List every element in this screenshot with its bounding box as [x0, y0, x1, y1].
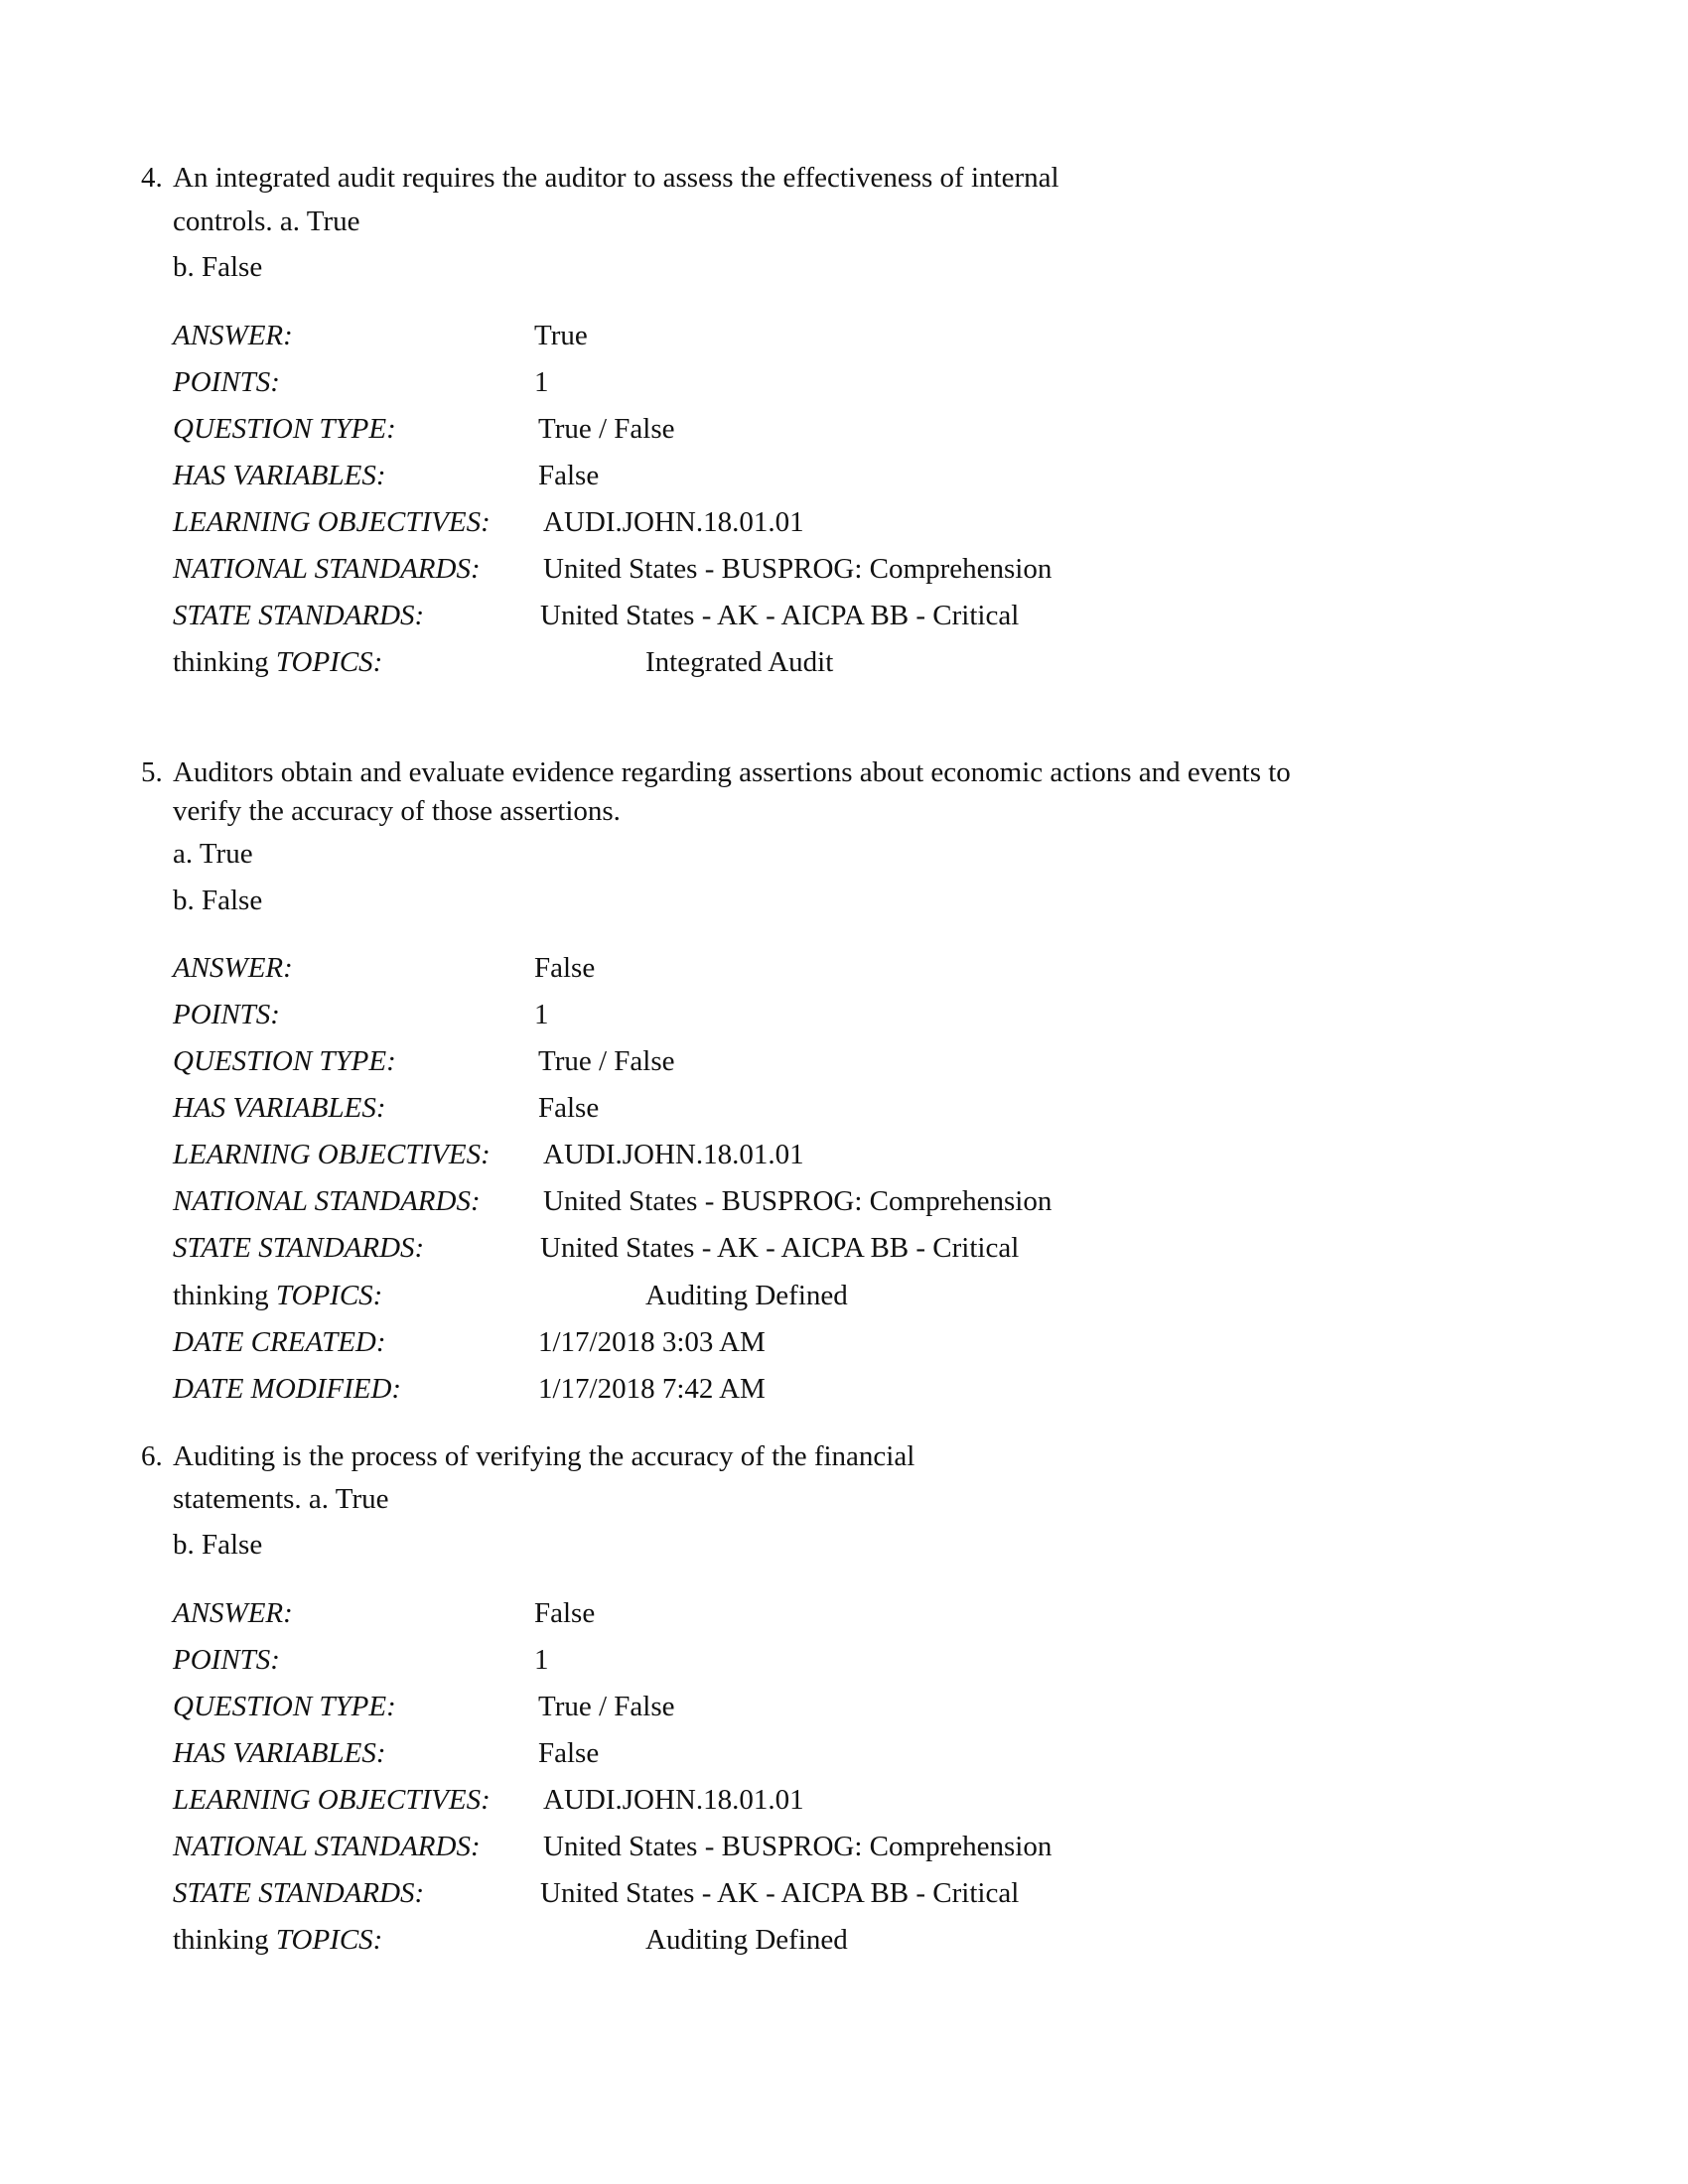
topics-label-text: TOPICS:	[275, 646, 383, 678]
has-variables-label: HAS VARIABLES:	[173, 460, 386, 491]
question-type-label: QUESTION TYPE:	[173, 413, 396, 445]
answer-value: False	[534, 952, 596, 984]
state-standards-value: United States - AK - AICPA BB - Critical	[540, 1877, 1020, 1909]
learning-objectives-value: AUDI.JOHN.18.01.01	[543, 1784, 804, 1816]
question-stem-line-2: statements. a. True	[173, 1483, 389, 1515]
has-variables-value: False	[538, 1737, 600, 1769]
answer-value: False	[534, 1597, 596, 1629]
question-number: 5.	[141, 756, 163, 788]
topics-value: Auditing Defined	[645, 1280, 848, 1311]
learning-objectives-value: AUDI.JOHN.18.01.01	[543, 1139, 804, 1170]
question-stem-line-1: Auditing is the process of verifying the accuracy of the financial	[173, 1440, 915, 1472]
topics-prefix: thinking	[173, 1924, 269, 1956]
question-type-value: True / False	[538, 413, 675, 445]
answer-label: ANSWER:	[173, 320, 293, 351]
question-type-label: QUESTION TYPE:	[173, 1045, 396, 1077]
has-variables-value: False	[538, 460, 600, 491]
answer-label: ANSWER:	[173, 1597, 293, 1629]
topics-label	[173, 1923, 382, 1957]
state-standards-value: United States - AK - AICPA BB - Critical	[540, 1232, 1020, 1264]
question-stem-line-2: verify the accuracy of those assertions.	[173, 795, 621, 827]
points-value: 1	[534, 1644, 549, 1676]
national-standards-value: United States - BUSPROG: Comprehension	[543, 553, 1053, 585]
has-variables-label: HAS VARIABLES:	[173, 1092, 386, 1124]
answer-value: True	[534, 320, 588, 351]
date-created-label: DATE CREATED:	[173, 1326, 386, 1358]
state-standards-label: STATE STANDARDS:	[173, 1232, 425, 1264]
topics-label-text: TOPICS:	[275, 1924, 383, 1956]
national-standards-value: United States - BUSPROG: Comprehension	[543, 1185, 1053, 1217]
points-label: POINTS:	[173, 1644, 280, 1676]
question-number: 6.	[141, 1440, 163, 1472]
learning-objectives-label: LEARNING OBJECTIVES:	[173, 1139, 491, 1170]
answer-label: ANSWER:	[173, 952, 293, 984]
topics-prefix: thinking	[173, 1280, 269, 1311]
topics-value: Auditing Defined	[645, 1924, 848, 1956]
date-modified-value: 1/17/2018 7:42 AM	[538, 1373, 766, 1405]
points-label: POINTS:	[173, 999, 280, 1030]
has-variables-value: False	[538, 1092, 600, 1124]
topics-label	[173, 645, 382, 679]
national-standards-label: NATIONAL STANDARDS:	[173, 1831, 481, 1862]
question-type-value: True / False	[538, 1045, 675, 1077]
learning-objectives-value: AUDI.JOHN.18.01.01	[543, 506, 804, 538]
question-number: 4.	[141, 162, 163, 194]
option-b: b. False	[173, 885, 263, 916]
national-standards-label: NATIONAL STANDARDS:	[173, 1185, 481, 1217]
learning-objectives-label: LEARNING OBJECTIVES:	[173, 1784, 491, 1816]
question-stem-line-1: An integrated audit requires the auditor to assess the effectiveness of internal	[173, 162, 1059, 194]
points-value: 1	[534, 999, 549, 1030]
topics-value: Integrated Audit	[645, 646, 834, 678]
topics-label	[173, 1279, 382, 1312]
question-stem-line-1: Auditors obtain and evaluate evidence regarding assertions about economic actions and events to	[173, 756, 1291, 788]
points-label: POINTS:	[173, 366, 280, 398]
has-variables-label: HAS VARIABLES:	[173, 1737, 386, 1769]
date-created-value: 1/17/2018 3:03 AM	[538, 1326, 766, 1358]
state-standards-label: STATE STANDARDS:	[173, 1877, 425, 1909]
national-standards-value: United States - BUSPROG: Comprehension	[543, 1831, 1053, 1862]
question-stem-line-2: controls. a. True	[173, 205, 360, 237]
learning-objectives-label: LEARNING OBJECTIVES:	[173, 506, 491, 538]
option-b: b. False	[173, 251, 263, 283]
option-b: b. False	[173, 1529, 263, 1561]
national-standards-label: NATIONAL STANDARDS:	[173, 553, 481, 585]
points-value: 1	[534, 366, 549, 398]
state-standards-value: United States - AK - AICPA BB - Critical	[540, 600, 1020, 631]
topics-label-text: TOPICS:	[275, 1280, 383, 1311]
question-type-value: True / False	[538, 1691, 675, 1722]
topics-prefix: thinking	[173, 646, 269, 678]
date-modified-label: DATE MODIFIED:	[173, 1373, 402, 1405]
question-type-label: QUESTION TYPE:	[173, 1691, 396, 1722]
option-a: a. True	[173, 838, 253, 870]
state-standards-label: STATE STANDARDS:	[173, 600, 425, 631]
